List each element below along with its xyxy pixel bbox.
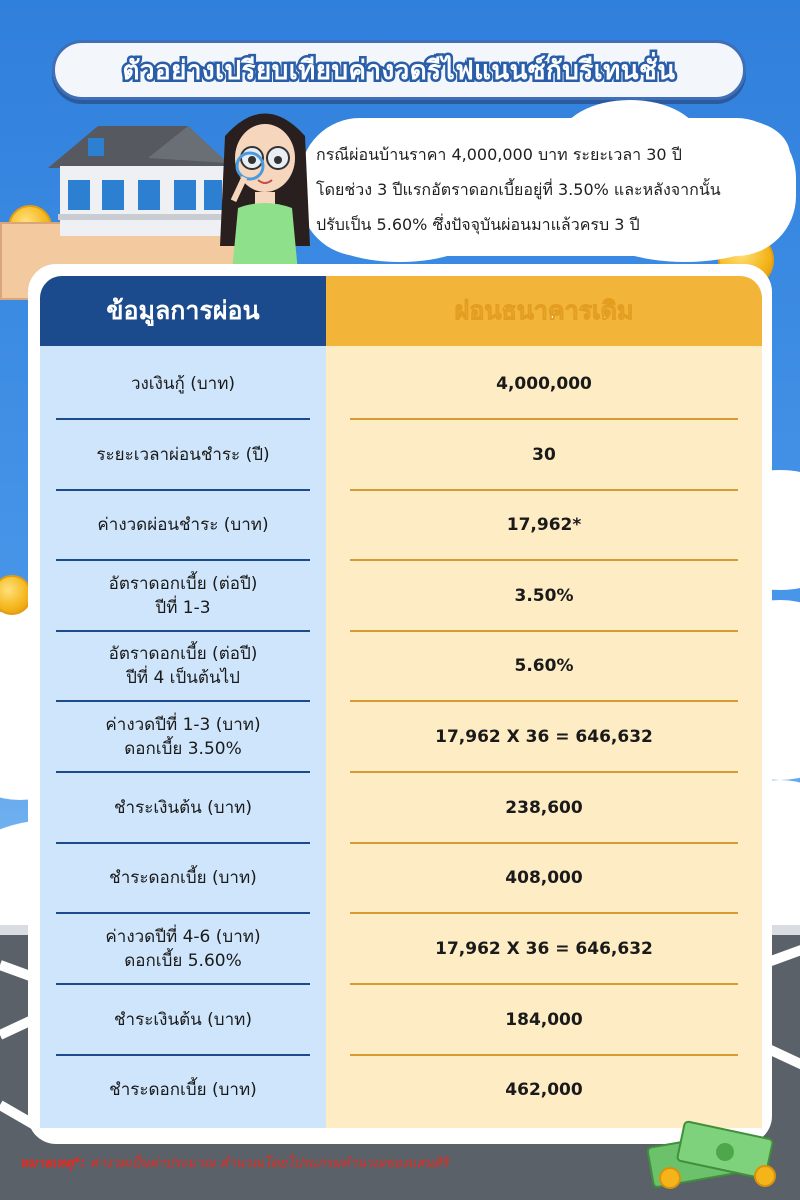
row-label [40, 772, 326, 843]
row-value: 30 [532, 444, 556, 465]
row-label-line: อัตราดอกเบี้ย (ต่อปี) [108, 573, 258, 594]
table-row [40, 630, 762, 701]
row-label [40, 913, 326, 984]
row-label-line: ปีที่ 4 เป็นต้นไป [126, 667, 240, 688]
row-label [40, 984, 326, 1055]
row-label-line: ชำระดอกเบี้ย (บาท) [109, 1079, 257, 1100]
row-value: 17,962* [506, 514, 582, 535]
row-label-line: ดอกเบี้ย 3.50% [124, 738, 242, 759]
table-header-right [326, 276, 762, 346]
row-value: 408,000 [505, 867, 583, 888]
row-value: 184,000 [505, 1009, 583, 1030]
row-label [40, 560, 326, 631]
row-value: 3.50% [514, 585, 574, 606]
row-label-line: ค่างวดปีที่ 4-6 (บาท) [105, 926, 261, 947]
table-header-left [40, 276, 326, 346]
intro-line-1: กรณีผ่อนบ้านราคา 4,000,000 บาท ระยะเวลา 30 ปี [316, 145, 682, 164]
table-row [40, 348, 762, 419]
table-header-left-label: ข้อมูลการผ่อน [106, 296, 260, 325]
row-value: 4,000,000 [496, 373, 592, 394]
table-row [40, 701, 762, 772]
row-label-line: ชำระเงินต้น (บาท) [114, 797, 252, 818]
info-bubble-bump [560, 100, 700, 180]
table-row [40, 772, 762, 843]
table-row [40, 913, 762, 984]
row-value: 238,600 [505, 797, 583, 818]
row-value: 5.60% [514, 655, 574, 676]
row-label-line: ระยะเวลาผ่อนชำระ (ปี) [96, 444, 270, 465]
footnote-prefix: หมายเหตุ*: [20, 1156, 86, 1171]
money-stack-icon [640, 1110, 790, 1190]
row-label [40, 1054, 326, 1125]
row-value: 462,000 [505, 1079, 583, 1100]
title-banner [52, 40, 746, 100]
row-value: 17,962 X 36 = 646,632 [435, 938, 653, 959]
row-label [40, 630, 326, 701]
row-label-line: ปีที่ 1-3 [155, 597, 211, 618]
intro-line-2: โดยช่วง 3 ปีแรกอัตราดอกเบี้ยอยู่ที่ 3.50% และหลังจากนั้น [316, 180, 721, 199]
row-label-line: ค่างวดผ่อนชำระ (บาท) [97, 514, 269, 535]
table-row [40, 984, 762, 1055]
row-label [40, 489, 326, 560]
table-header-right-label: ผ่อนธนาคารเดิม [454, 296, 634, 325]
table-row [40, 560, 762, 631]
row-value: 17,962 X 36 = 646,632 [435, 726, 653, 747]
row-label [40, 348, 326, 419]
row-label-line: ดอกเบี้ย 5.60% [124, 950, 242, 971]
table-row [40, 489, 762, 560]
page-title: ตัวอย่างเปรียบเทียบค่างวดรีไฟแนนซ์กับรีเทนชั่น [122, 55, 676, 86]
row-label [40, 701, 326, 772]
row-label-line: อัตราดอกเบี้ย (ต่อปี) [108, 643, 258, 664]
row-label-line: วงเงินกู้ (บาท) [130, 373, 236, 394]
house-icon [38, 118, 238, 236]
row-label-line: ค่างวดปีที่ 1-3 (บาท) [105, 714, 261, 735]
footnote-text: ค่างวดเป็นค่าประมาณ คำนวณโดยโปรแกรมคำนวณของแสนสิริ [85, 1156, 449, 1171]
table-row [40, 419, 762, 490]
row-label [40, 842, 326, 913]
row-label-line: ชำระเงินต้น (บาท) [114, 1009, 252, 1030]
footnote [20, 1152, 448, 1173]
intro-line-3: ปรับเป็น 5.60% ซึ่งปัจจุบันผ่อนมาแล้วครบ 3 ปี [316, 215, 640, 234]
row-label [40, 419, 326, 490]
table-row [40, 842, 762, 913]
row-label-line: ชำระดอกเบี้ย (บาท) [109, 867, 257, 888]
girl-character-illustration [210, 96, 320, 272]
